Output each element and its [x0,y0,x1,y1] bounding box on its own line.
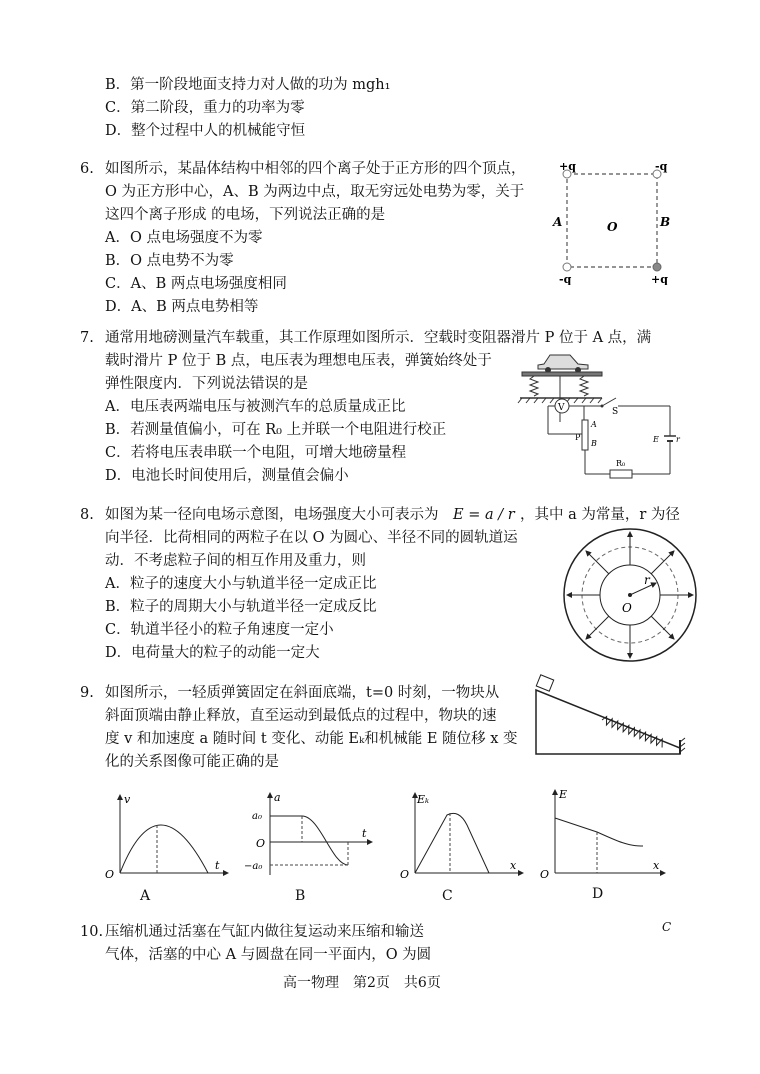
q10-line: 气体，活塞的中心 A 与圆盘在同一平面内，O 为圆 [105,947,432,963]
velocity-curve [120,825,208,873]
q5-option-b: B．第一阶段地面支持力对人做的功为 mgh₁ [105,77,391,93]
axis-t-label: t [215,859,220,872]
axis-x-label: x [653,859,660,872]
axis-ek-label: Eₖ [417,793,430,806]
origin-label: O [105,868,115,880]
label-minus-q-bl: -q [559,273,572,285]
q7-number: 7. [80,330,94,346]
graph-d-caption: D [592,886,604,902]
q6-line: 这四个离子形成 的电场，下列说法正确的是 [105,207,386,223]
radius-arrow [630,583,656,595]
car-icon [538,355,588,369]
resistor-r0 [610,470,632,478]
spring-left [530,376,538,396]
incline [536,690,680,754]
q8-option-d: D．电荷量大的粒子的动能一定大 [105,645,320,661]
label-a: A [553,215,563,229]
radius-r-label: r [644,573,650,587]
q10-number: 10. [80,924,104,940]
q6-option-b: B．O 点电势不为零 [105,253,234,269]
q6-option-c: C．A、B 两点电场强度相同 [105,276,287,292]
emf-label: E [653,435,659,444]
a0-label: a₀ [252,811,262,822]
q5-option-c: C．第二阶段，重力的功率为零 [105,100,305,116]
label-plus-q-tl: +q [559,160,576,173]
q5-option-d: D．整个过程中人的机械能守恒 [105,123,306,139]
q7-line: 载时滑片 P 位于 B 点，电压表为理想电压表，弹簧始终处于 [105,353,492,369]
q8-formula: E = a / r [453,507,515,523]
q9-graph-a [100,785,235,880]
q6-square-figure [545,160,675,285]
label-plus-q-br: +q [651,273,668,285]
q9-line: 如图所示，一轻质弹簧固定在斜面底端，t=0 时刻，一物块从 [105,685,500,701]
internal-r-label: r [676,435,680,444]
axis-x-label: x [510,859,517,872]
kinetic-energy-curve [415,813,489,873]
q7-option-a: A．电压表两端电压与被测汽车的总质量成正比 [105,399,406,415]
axis-a-label: a [274,791,281,804]
q10-corner-label: C [662,920,672,934]
origin-label: O [256,837,266,850]
axis-t-label: t [362,827,367,840]
q8-option-b: B．粒子的周期大小与轨道半径一定成反比 [105,599,377,615]
q10-line: 压缩机通过活塞在气缸内做往复运动来压缩和输送 [105,924,424,940]
q9-graph-d [535,782,670,880]
graph-b-caption: B [295,888,306,904]
q9-incline-figure [530,672,690,762]
switch-label: S [612,407,619,417]
label-minus-q-tr: -q [655,160,668,173]
acceleration-curve [270,816,348,865]
q6-line: 如图所示，某晶体结构中相邻的四个离子处于正方形的四个顶点， [105,161,526,177]
mechanical-energy-curve [555,818,643,846]
neg-a0-label: −a₀ [244,861,263,872]
q6-option-d: D．A、B 两点电势相等 [105,299,259,315]
q8-line: 向半径．比荷相同的两粒子在以 O 为圆心、半径不同的圆轨道运 [105,530,518,546]
q9-line: 斜面顶端由静止释放，直至运动到最低点的过程中，物块的速 [105,708,497,724]
q8-number: 8. [80,507,94,523]
q7-option-d: D．电池长时间使用后，测量值会偏小 [105,468,349,484]
q8-line: 动．不考虑粒子间的相互作用及重力，则 [105,553,366,569]
ion-bottom-right [653,263,661,271]
graph-c-caption: C [442,888,453,904]
q7-option-b: B．若测量值偏小，可在 R₀ 上并联一个电阻进行校正 [105,422,447,438]
block [536,675,553,691]
q8-line1b: ，其中 a 为常量，r 为径 [520,507,680,523]
page-footer: 高一物理 第2页 共6页 [283,975,441,991]
q7-option-c: C．若将电压表串联一个电阻，可增大地磅量程 [105,445,407,461]
q6-option-a: A．O 点电场强度不为零 [105,230,263,246]
q9-line: 化的关系图像可能正确的是 [105,754,279,770]
rheostat-a-label: A [591,420,597,429]
spring [601,715,665,747]
q9-line: 度 v 和加速度 a 随时间 t 变化、动能 Eₖ和机械能 E 随位移 x 变 [105,731,518,747]
rheostat-b-label: B [591,439,597,448]
switch-icon [602,398,616,406]
center-o-label: O [622,601,632,615]
q8-radial-field-figure [560,522,700,667]
q9-graph-c [395,785,530,880]
axis-v-label: v [124,793,131,806]
ion-bottom-left [563,263,571,271]
q7-line: 通常用地磅测量汽车载重，其工作原理如图所示．空载时变阻器滑片 P 位于 A 点，满 [105,330,652,346]
q8-option-c: C．轨道半径小的粒子角速度一定小 [105,622,334,638]
graph-a-caption: A [140,888,151,904]
voltmeter-label: V [558,403,565,413]
origin-label: O [540,868,550,880]
slider-p-label: P [575,433,581,442]
platform [522,372,602,376]
r0-label: R₀ [616,459,626,468]
spring-right [580,376,588,396]
q8-line1a: 如图为某一径向电场示意图，电场强度大小可表示为 [105,507,439,523]
q9-number: 9. [80,685,94,701]
q9-graph-b [240,785,375,885]
axis-e-label: E [559,788,568,801]
label-b: B [660,215,671,229]
q7-line: 弹性限度内．下列说法错误的是 [105,376,308,392]
q6-number: 6. [80,161,94,177]
origin-label: O [400,868,410,880]
q6-line: O 为正方形中心，A、B 为两边中点，取无穷远处电势为零，关于 [105,184,525,200]
q8-option-a: A．粒子的速度大小与轨道半径一定成正比 [105,576,377,592]
label-o: O [607,220,618,234]
q7-weighbridge-figure [512,352,687,482]
rheostat-icon [582,420,588,450]
